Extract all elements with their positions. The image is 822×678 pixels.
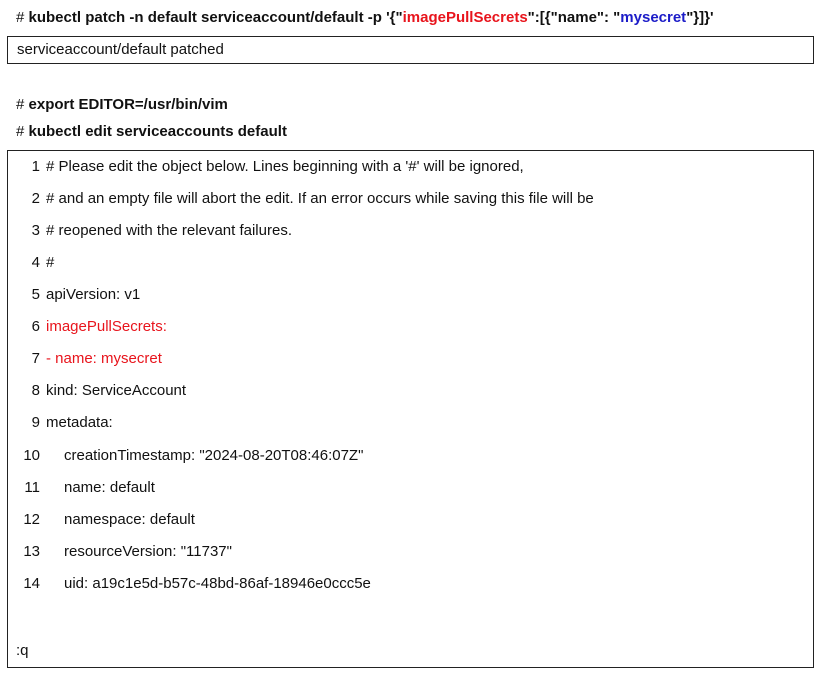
vim-quit-command[interactable]: :q (16, 642, 29, 659)
patch-output-box (7, 36, 814, 64)
line-text: metadata: (46, 414, 113, 431)
line-number: 3 (31, 222, 40, 239)
line-number: 13 (23, 543, 40, 560)
line-text: apiVersion: v1 (46, 286, 141, 303)
line-number: 12 (23, 511, 40, 528)
vim-editor[interactable] (7, 150, 814, 668)
prompt: # (16, 96, 25, 113)
line-number: 10 (23, 447, 40, 464)
cmd-part: "}]}' (686, 9, 714, 26)
cmd-key-highlight: imagePullSecrets (402, 9, 528, 26)
line-text: uid: a19c1e5d-b57c-48bd-86af-18946e0ccc5e (64, 575, 371, 592)
line-text: # and an empty file will abort the edit. If an error occurs while saving this file will be (46, 190, 594, 207)
cmd-part: ":[{"name": " (527, 9, 621, 26)
line-text: creationTimestamp: "2024-08-20T08:46:07Z" (64, 447, 364, 464)
prompt: # (16, 123, 25, 140)
export-text: export EDITOR=/usr/bin/vim (28, 96, 228, 113)
line-text: name: default (64, 479, 155, 496)
line-text: # (46, 254, 55, 271)
cmd-part: kubectl patch -n default serviceaccount/default -p '{" (28, 9, 403, 26)
edit-command (16, 122, 287, 142)
patch-command (16, 8, 714, 28)
line-number: 8 (31, 382, 40, 399)
line-number: 6 (31, 318, 40, 335)
line-number: 14 (23, 575, 40, 592)
patch-output: serviceaccount/default patched (17, 41, 224, 58)
prompt: # (16, 9, 25, 26)
line-text: kind: ServiceAccount (46, 382, 187, 399)
line-text: resourceVersion: "11737" (64, 543, 232, 560)
line-number: 4 (31, 254, 40, 271)
line-text: # Please edit the object below. Lines beginning with a '#' will be ignored, (46, 158, 524, 175)
line-text-highlight: - name: mysecret (46, 350, 162, 367)
line-number: 11 (24, 479, 40, 496)
line-number: 2 (31, 190, 40, 207)
line-text: namespace: default (64, 511, 195, 528)
line-text: # reopened with the relevant failures. (46, 222, 292, 239)
cmd-value-highlight: mysecret (620, 9, 687, 26)
export-command (16, 95, 228, 115)
edit-text: kubectl edit serviceaccounts default (28, 123, 287, 140)
line-number: 5 (31, 286, 40, 303)
line-text-highlight: imagePullSecrets: (46, 318, 167, 335)
line-number: 9 (31, 414, 40, 431)
line-number: 1 (31, 158, 40, 175)
line-number: 7 (31, 350, 40, 367)
